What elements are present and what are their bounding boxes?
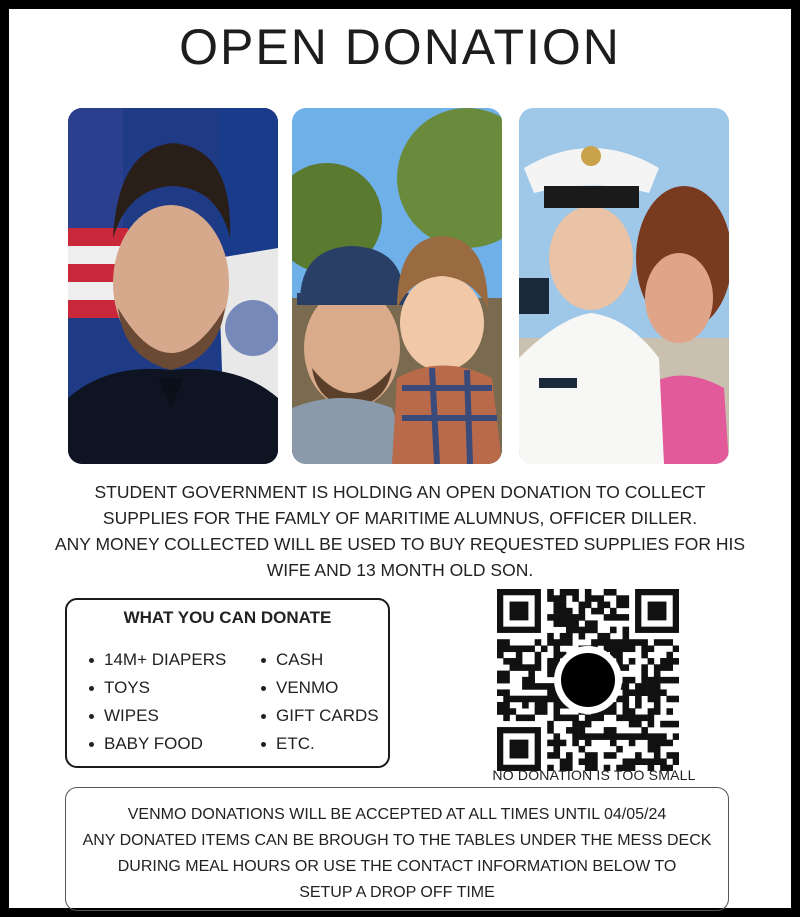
bullet-icon: [89, 686, 94, 691]
donate-list-left: [89, 646, 226, 758]
flyer-title: OPEN DONATION: [179, 19, 621, 75]
list-item: TOYS: [89, 674, 226, 702]
info-line: DURING MEAL HOURS OR USE THE CONTACT INFORMATION BELOW TO: [117, 858, 677, 875]
description-line: WIFE AND 13 MONTH OLD SON.: [266, 560, 534, 580]
donate-heading: WHAT YOU CAN DONATE: [123, 608, 332, 627]
cadet-with-mother-photo: [519, 108, 729, 464]
list-item: VENMO: [261, 674, 379, 702]
officer-portrait-photo: [68, 108, 278, 464]
list-item: WIPES: [89, 702, 226, 730]
bullet-icon: [89, 742, 94, 747]
list-item: BABY FOOD: [89, 730, 226, 758]
bullet-icon: [89, 658, 94, 663]
description-line: SUPPLIES FOR THE FAMLY OF MARITIME ALUMNUS, OFFICER DILLER.: [102, 508, 698, 528]
flyer-page: [9, 9, 791, 908]
info-line: SETUP A DROP OFF TIME: [299, 884, 495, 901]
bullet-icon: [261, 714, 266, 719]
donate-list-right: [261, 646, 379, 758]
info-line: VENMO DONATIONS WILL BE ACCEPTED AT ALL TIMES UNTIL 04/05/24: [127, 806, 667, 823]
bullet-icon: [261, 742, 266, 747]
list-item: GIFT CARDS: [261, 702, 379, 730]
info-line: ANY DONATED ITEMS CAN BE BROUGH TO THE TABLES UNDER THE MESS DECK: [82, 832, 712, 849]
father-and-son-photo: [292, 108, 502, 464]
list-item: 14M+ DIAPERS: [89, 646, 226, 674]
list-item: ETC.: [261, 730, 379, 758]
venmo-info-box: [65, 787, 729, 911]
qr-caption: NO DONATION IS TOO SMALL: [492, 767, 696, 783]
what-you-can-donate-box: [65, 598, 390, 768]
bullet-icon: [261, 686, 266, 691]
list-item: CASH: [261, 646, 379, 674]
description-line: ANY MONEY COLLECTED WILL BE USED TO BUY REQUESTED SUPPLIES FOR HIS: [54, 534, 746, 554]
description-line: STUDENT GOVERNMENT IS HOLDING AN OPEN DONATION TO COLLECT: [94, 482, 706, 502]
bullet-icon: [261, 658, 266, 663]
donation-description: [29, 479, 771, 583]
qr-code-icon[interactable]: [497, 589, 679, 771]
info-text: [66, 802, 728, 906]
bullet-icon: [89, 714, 94, 719]
